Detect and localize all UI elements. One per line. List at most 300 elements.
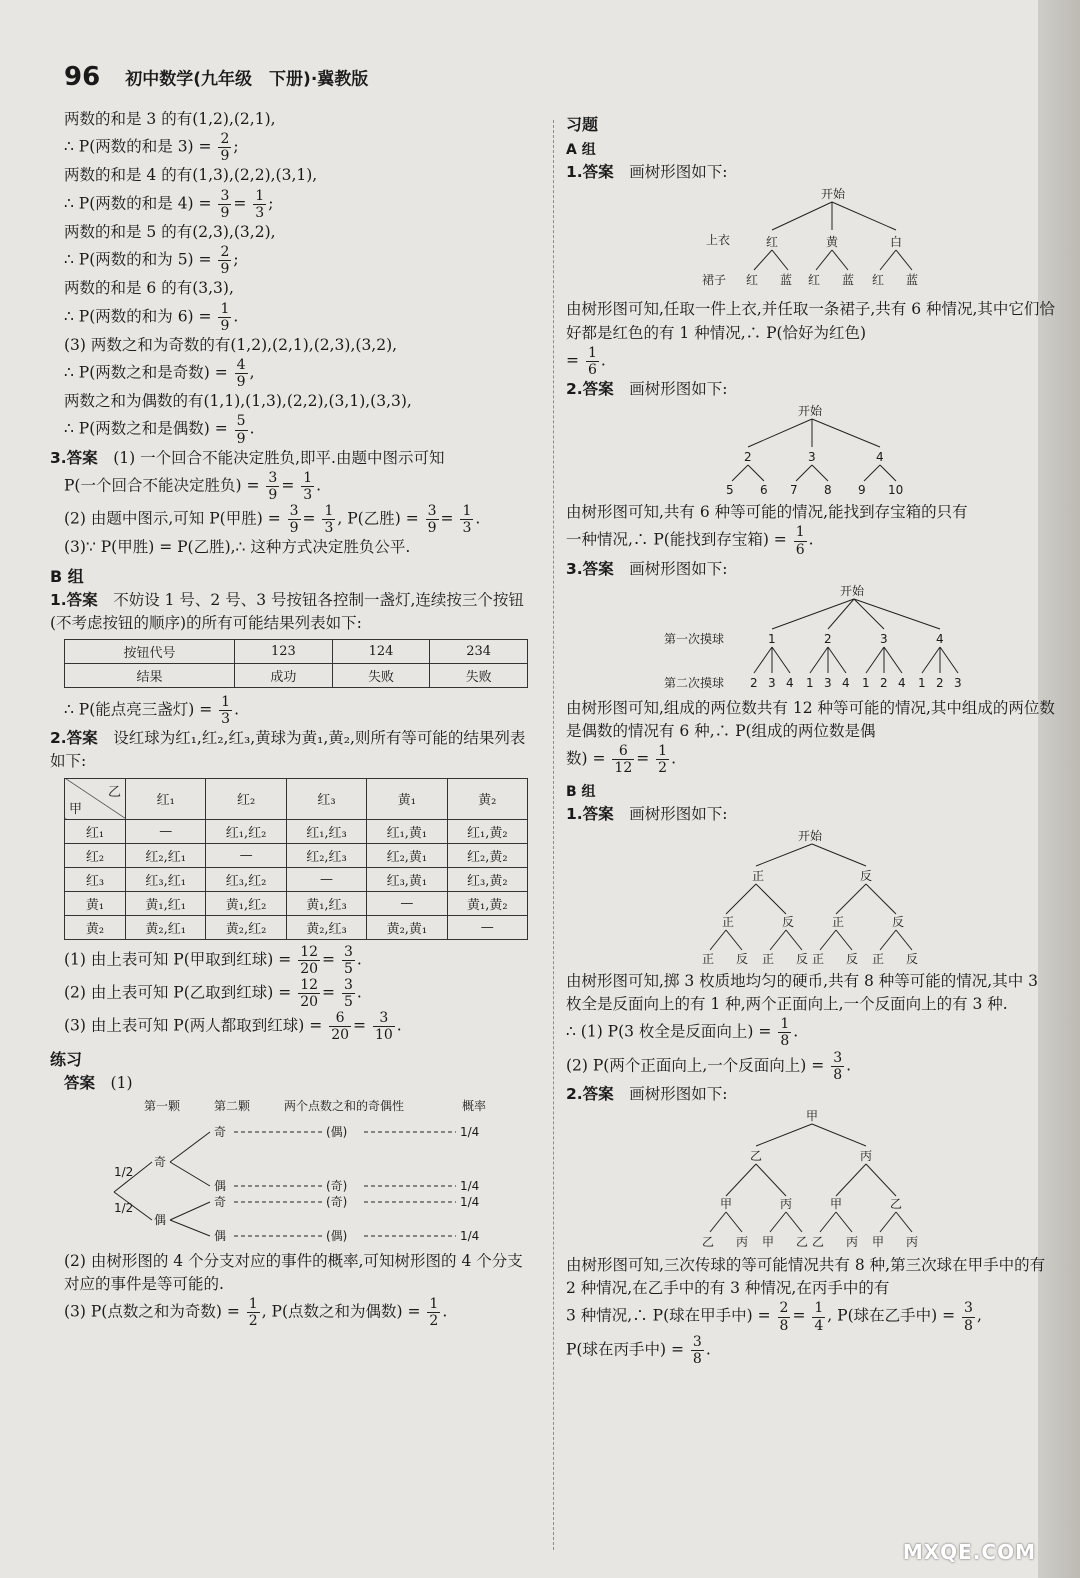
- fraction: [586, 345, 599, 378]
- tree-node: 2: [824, 631, 832, 646]
- numerator: 1: [587, 344, 597, 361]
- tree-root: 开始: [840, 583, 865, 598]
- fraction: [218, 131, 231, 164]
- tree-leaf: 反: [796, 951, 809, 966]
- tree-root: 开始: [821, 187, 846, 202]
- text: ∴ P(两数之和是偶数) =: [64, 420, 228, 439]
- table-cell: 红₂,黄₁: [367, 843, 447, 867]
- text: 不妨设 1 号、2 号、3 号按钮各控制一盏灯,连续按三个按钮(不考虑按钮的顺序)的所有可能结果列表如下:: [50, 590, 524, 632]
- denominator: 2: [429, 1313, 439, 1330]
- numerator: 1: [795, 524, 805, 541]
- numerator: 1: [658, 743, 668, 760]
- denominator: 3: [221, 711, 231, 728]
- leaf-prob: 1/4: [460, 1124, 480, 1139]
- branch-line: [772, 250, 788, 270]
- text-line: (3) 两数之和为奇数的有(1,2),(2,1),(2,3),(3,2),: [64, 335, 398, 354]
- denominator: 9: [220, 204, 230, 221]
- probability-line: ∴ P(两数之和是偶数) = $\frac{5}{9}$ .: [64, 413, 255, 447]
- table-cell: —: [206, 843, 286, 867]
- numerator: 6: [612, 743, 634, 760]
- answer-label: 2.答案: [50, 729, 98, 748]
- denominator: 9: [220, 317, 230, 334]
- fraction: [612, 743, 634, 776]
- leaf-even: 偶: [214, 1178, 227, 1193]
- numerator: 3: [343, 943, 353, 960]
- row-label: 第一次摸球: [664, 631, 725, 646]
- text: ∴ P(两数的和是 3) =: [64, 137, 212, 156]
- probability-line: ∴ P(两数的和是 4) = $\frac{3}{9}$ = $\frac{1}{3}$ ;: [64, 187, 274, 221]
- branch-line: [864, 465, 880, 481]
- text-line: 两数之和为偶数的有(1,1),(1,3),(2,2),(3,1),(3,3),: [64, 392, 412, 411]
- denominator: 8: [833, 1066, 843, 1083]
- denominator: 20: [300, 960, 319, 977]
- probability-line: (3) P(点数之和为奇数) = $\frac{1}{2}$ , P(点数之和为偶数) = $\frac{1}{2}$ .: [64, 1296, 448, 1330]
- question-rb1: [566, 803, 1056, 826]
- buttons-table: [64, 639, 528, 688]
- branch-line: [756, 1164, 786, 1196]
- tree-header-prob: 概率: [462, 1098, 487, 1113]
- tree-leaf: 4: [786, 675, 794, 690]
- branch-line: [880, 1212, 896, 1232]
- branch-line: [854, 599, 940, 629]
- table-cell: 黄₂: [65, 915, 126, 939]
- denominator: 20: [331, 1027, 350, 1044]
- clothes-tree-diagram: [566, 184, 1056, 294]
- tree-node: 乙: [750, 1148, 763, 1163]
- branch-line: [896, 250, 912, 270]
- answer-label: 答案: [64, 1074, 96, 1093]
- answer-label: 2.答案: [566, 1084, 614, 1103]
- branch-line: [756, 844, 812, 866]
- fraction: [235, 357, 248, 390]
- numerator: 1: [303, 469, 313, 486]
- probability-line: (2) 由题中图示,可知 P(甲胜) = $\frac{3}{9}$ = $\frac{1}{3}$ , P(乙胜) = $\frac{3}{9}$ = $\frac{1}{3}$ .: [64, 503, 481, 537]
- numerator: 3: [833, 1049, 843, 1066]
- branch-line: [866, 884, 896, 914]
- tree-leaf: 1: [862, 675, 870, 690]
- tree-leaf: 8: [824, 483, 832, 498]
- table-cell: 红₁,黄₁: [367, 819, 447, 843]
- denominator: 9: [220, 148, 230, 165]
- text-line: 两数的和是 3 的有(1,2),(2,1),: [64, 110, 276, 128]
- fraction: [288, 503, 301, 536]
- table-cell: —: [367, 891, 447, 915]
- page-header: [64, 62, 368, 92]
- text-line: 由树形图可知,三次传球的等可能情况共有 8 种,第三次球在甲手中的有 2 种情况,在乙手中的有 3 种情况,在丙手中的有: [566, 1255, 1046, 1298]
- table-cell: 红₃,红₁: [126, 867, 206, 891]
- numerator: 4: [236, 357, 246, 373]
- tree-node: 正: [722, 914, 735, 929]
- text-line: 由树形图可知,组成的两位数共有 12 种等可能的情况,其中组成的两位数是偶数的情况有 6 种,∴ P(组成的两位数是偶: [566, 698, 1055, 741]
- text: P(一个回合不能决定胜负) =: [64, 476, 260, 495]
- parity-result: (奇): [326, 1194, 348, 1209]
- tree-leaf: 正: [812, 951, 825, 966]
- tree-root: 开始: [798, 404, 823, 419]
- branch-line: [866, 1164, 896, 1196]
- dice-tree-diagram: [64, 1096, 534, 1246]
- branch-line: [796, 465, 812, 481]
- branch-line: [170, 1202, 210, 1220]
- fraction: [253, 188, 266, 221]
- branch-prob: 1/2: [114, 1200, 134, 1215]
- fraction: [235, 413, 248, 446]
- text-line: 两数的和是 5 的有(2,3),(3,2),: [64, 222, 276, 241]
- numerator: 1: [780, 1016, 790, 1033]
- table-cell: 124: [332, 640, 430, 664]
- leaf-odd: 奇: [214, 1194, 227, 1209]
- fraction: [962, 1300, 975, 1333]
- text: (3) 由上表可知 P(两人都取到红球) =: [64, 1016, 323, 1035]
- tree-leaf: 乙: [812, 1234, 825, 1249]
- tree-node: 黄: [826, 235, 839, 250]
- group-heading: B 组: [50, 566, 84, 586]
- denominator: 10: [374, 1027, 393, 1044]
- numerator: 2: [220, 244, 230, 261]
- text: 画树形图如下:: [629, 379, 728, 398]
- branch-line: [710, 1212, 726, 1232]
- text-line: 由树形图可知,任取一件上衣,并任取一条裙子,共有 6 种情况,其中它们恰好都是红色的有 1 种情况,∴ P(恰好为红色): [566, 300, 1055, 342]
- tree-leaf: 7: [790, 483, 798, 498]
- table-cell: 123: [235, 640, 333, 664]
- text: , P(球在乙手中) =: [827, 1307, 956, 1326]
- branch-line: [820, 930, 836, 950]
- tree-node: 3: [880, 631, 888, 646]
- numerator: 3: [289, 503, 299, 520]
- branch-line: [812, 419, 880, 447]
- row-label: 第二次摸球: [664, 675, 725, 690]
- fraction: [778, 1016, 791, 1049]
- table-row: [65, 843, 528, 867]
- denominator: 3: [324, 520, 334, 537]
- branch-line: [772, 647, 790, 673]
- table-cell: 红₃: [286, 778, 366, 819]
- answer-label: 3.答案: [566, 559, 614, 578]
- table-cell: 红₂: [65, 843, 126, 867]
- branch-line: [726, 1164, 756, 1196]
- tree-leaf: 正: [762, 951, 775, 966]
- fraction: [427, 1296, 440, 1329]
- table-cell: 红₃: [65, 867, 126, 891]
- fraction: [218, 301, 231, 334]
- text: 设红球为红₁,红₂,红₃,黄球为黄₁,黄₂,则所有等可能的结果列表如下:: [50, 729, 526, 771]
- tree-leaf: 蓝: [780, 273, 793, 288]
- leaf-prob: 1/4: [460, 1194, 480, 1209]
- probability-line: (2) P(两个正面向上,一个反面向上) = $\frac{3}{8}$ .: [566, 1049, 852, 1083]
- tree-leaf: 2: [750, 675, 758, 690]
- text: 一种情况,∴ P(能找到存宝箱) =: [566, 531, 787, 550]
- tree-leaf: 蓝: [842, 273, 855, 288]
- probability-line: (2) 由上表可知 P(乙取到红球) = $\frac{12}{20}$ = $\frac{3}{5}$ .: [64, 976, 362, 1010]
- branch-line: [726, 930, 742, 950]
- fraction: [373, 1010, 395, 1043]
- column-divider: [553, 120, 554, 1550]
- coin-tree-diagram: [566, 826, 1056, 966]
- probability-line: (3) 由上表可知 P(两人都取到红球) = $\frac{6}{20}$ = $\frac{3}{10}$ .: [64, 1010, 402, 1044]
- parity-result: (偶): [326, 1228, 348, 1243]
- denominator: 8: [779, 1317, 789, 1334]
- numerator: 3: [427, 503, 437, 520]
- numerator: 12: [300, 976, 319, 993]
- tree-leaf: 反: [846, 951, 859, 966]
- denominator: 2: [658, 760, 668, 777]
- table-cell: 红₃,红₂: [206, 867, 286, 891]
- tree-node: 反: [782, 914, 795, 929]
- branch-line: [836, 930, 852, 950]
- row-label: 裙子: [702, 273, 727, 288]
- text: ∴ P(两数的和为 6) =: [64, 307, 212, 326]
- probability-line: P(球在丙手中) = $\frac{3}{8}$ .: [566, 1333, 711, 1367]
- probability-line: ∴ P(两数之和是奇数) = $\frac{4}{9}$ ,: [64, 357, 255, 391]
- watermark-logo: MXQE.COM: [902, 1540, 1036, 1564]
- numerator: 1: [255, 187, 265, 204]
- tree-leaf: 6: [760, 483, 768, 498]
- tree-leaf: 甲: [872, 1234, 885, 1249]
- left-column: [50, 108, 534, 1330]
- text: 数) =: [566, 749, 606, 768]
- branch-line: [884, 647, 902, 673]
- probability-line: P(一个回合不能决定胜负) = $\frac{3}{9}$ = $\frac{1}{3}$ .: [64, 469, 322, 503]
- fraction: [298, 977, 320, 1010]
- fraction: [329, 1010, 351, 1043]
- question-3: [50, 447, 534, 470]
- group-heading: B 组: [566, 783, 596, 800]
- table-cell: 红₃,黄₁: [367, 867, 447, 891]
- branch-line: [812, 465, 828, 481]
- numerator: 2: [779, 1300, 789, 1317]
- denominator: 20: [300, 993, 319, 1010]
- tree-leaf: 3: [954, 675, 962, 690]
- table-row: [65, 867, 528, 891]
- answer-label: 2.答案: [566, 379, 614, 398]
- practice-answer: [64, 1072, 534, 1095]
- question-a2: [566, 378, 1056, 401]
- text: (2) 由题中图示,可知 P(甲胜) =: [64, 509, 281, 528]
- denominator: 8: [964, 1317, 973, 1334]
- table-cell: 红₂,红₃: [286, 843, 366, 867]
- tree-leaf: 红: [872, 273, 885, 288]
- branch-line: [786, 1212, 802, 1232]
- table-cell: 按钮代号: [65, 640, 235, 664]
- branch-line: [170, 1132, 210, 1162]
- denominator: 9: [236, 430, 246, 447]
- fraction: [831, 1050, 844, 1083]
- page-number: 96: [64, 62, 101, 92]
- table-cell: 失败: [430, 664, 528, 688]
- text: , P(乙胜) =: [337, 509, 419, 528]
- tree-leaf: 1: [918, 675, 926, 690]
- tree-header-parity: 两个点数之和的奇偶性: [284, 1098, 405, 1113]
- tree-leaf: 红: [746, 273, 759, 288]
- answer-label: 3.答案: [50, 448, 98, 467]
- tree-root: 开始: [798, 828, 823, 843]
- denominator: 12: [614, 760, 633, 777]
- tree-node: 丙: [780, 1196, 793, 1211]
- denominator: 9: [236, 374, 246, 391]
- table-cell: 黄₂,红₃: [286, 915, 366, 939]
- text-line: (3)∵ P(甲胜) = P(乙胜),∴ 这种方式决定胜负公平.: [64, 538, 411, 557]
- tree-leaf: 9: [858, 483, 866, 498]
- tree-node: 反: [892, 914, 905, 929]
- leaf-odd: 奇: [214, 1124, 227, 1139]
- parity-result: (偶): [326, 1124, 348, 1139]
- text: 画树形图如下:: [629, 163, 728, 181]
- numerator: 1: [429, 1296, 439, 1312]
- answer-label: 1.答案: [50, 590, 98, 609]
- table-cell: —: [286, 867, 366, 891]
- probability-line: 数) = $\frac{6}{12}$ = $\frac{1}{2}$ .: [566, 743, 677, 777]
- branch-line: [748, 419, 812, 447]
- text-line: 由树形图可知,共有 6 种等可能的情况,能找到存宝箱的只有: [566, 503, 968, 522]
- branch-line: [836, 884, 866, 914]
- tree-leaf: 3: [768, 675, 776, 690]
- ball-pass-tree-diagram: [566, 1106, 1056, 1250]
- branch-line: [896, 1212, 912, 1232]
- branch-line: [726, 1212, 742, 1232]
- table-cell: 红₁,红₂: [206, 819, 286, 843]
- denominator: 6: [795, 541, 805, 558]
- branch-line: [836, 1212, 852, 1232]
- text: ∴ P(两数之和是奇数) =: [64, 363, 228, 382]
- branch-line: [812, 844, 866, 866]
- branch-line: [940, 647, 958, 673]
- tree-node: 2: [744, 450, 752, 465]
- table-cell: 黄₂,黄₁: [367, 915, 447, 939]
- text-line: 两数的和是 6 的有(3,3),: [64, 279, 234, 298]
- branch-line: [756, 1124, 812, 1146]
- denominator: 6: [587, 361, 597, 378]
- fraction: [426, 503, 439, 536]
- fraction: [691, 1334, 704, 1367]
- tree-node: 白: [890, 235, 903, 250]
- fraction: [298, 944, 320, 977]
- practice-heading: 练习: [50, 1050, 83, 1070]
- tree-node: 红: [766, 235, 779, 250]
- tree-leaf: 4: [898, 675, 906, 690]
- numerator: 1: [248, 1296, 258, 1312]
- fraction: [266, 470, 279, 503]
- tree-leaf: 红: [808, 273, 821, 288]
- question-b2: [50, 727, 534, 774]
- branch-prob: 1/2: [114, 1164, 134, 1179]
- text-line: 由树形图可知,掷 3 枚质地均匀的硬币,共有 8 种等可能的情况,其中 3 枚全是反面向上的有 1 种,两个正面向上,一个反面向上的有 3 种.: [566, 971, 1039, 1014]
- text: ∴ P(能点亮三盏灯) =: [64, 700, 213, 719]
- branch-line: [880, 250, 896, 270]
- question-a3: [566, 558, 1056, 581]
- text: ∴ (1) P(3 枚全是反面向上) =: [566, 1022, 772, 1041]
- text: P(球在丙手中) =: [566, 1340, 684, 1359]
- table-cell: 结果: [65, 664, 235, 688]
- tree-header-second: 第二颗: [214, 1098, 251, 1113]
- table-row: [65, 891, 528, 915]
- numerator: 12: [300, 943, 319, 960]
- branch-line: [756, 884, 786, 914]
- branch-line: [866, 647, 884, 673]
- probability-line: ∴ P(两数的和为 5) = $\frac{2}{9}$ ;: [64, 244, 239, 278]
- branch-line: [832, 202, 896, 230]
- tree-leaf: 2: [880, 675, 888, 690]
- probability-line: ∴ P(两数的和为 6) = $\frac{1}{9}$ .: [64, 300, 239, 334]
- tree-leaf: 丙: [906, 1234, 919, 1249]
- tree-header-first: 第一颗: [144, 1098, 181, 1113]
- branch-line: [770, 1212, 786, 1232]
- tree-leaf: 10: [888, 483, 904, 498]
- branch-line: [710, 930, 726, 950]
- branch-line: [748, 465, 764, 481]
- tree-leaf: 丙: [736, 1234, 749, 1249]
- numerator: 3: [692, 1333, 702, 1350]
- text-line: 两数的和是 4 的有(1,3),(2,2),(3,1),: [64, 166, 318, 185]
- tree-leaf: 3: [824, 675, 832, 690]
- branch-line: [816, 250, 832, 270]
- answer-label: 1.答案: [566, 163, 614, 181]
- tree-node: 丙: [860, 1148, 873, 1163]
- corner-bottom: 甲: [69, 801, 83, 817]
- question-a1: [566, 161, 1056, 184]
- numerator: 3: [964, 1300, 973, 1317]
- tree-leaf: 2: [936, 675, 944, 690]
- branch-line: [772, 599, 854, 629]
- answer-label: 1.答案: [566, 804, 614, 823]
- row-label: 上衣: [706, 233, 731, 248]
- tree-node: 3: [808, 450, 816, 465]
- section-title: 习题: [566, 115, 599, 134]
- denominator: 5: [343, 960, 353, 977]
- table-cell: 红₂: [206, 778, 286, 819]
- numerator: 1: [221, 694, 231, 710]
- branch-line: [896, 930, 912, 950]
- fraction: [219, 694, 232, 727]
- table-row: [65, 819, 528, 843]
- denominator: 2: [248, 1313, 258, 1330]
- table-row: [65, 664, 528, 688]
- denominator: 4: [814, 1317, 824, 1334]
- branch-line: [770, 930, 786, 950]
- table-cell: 红₁,红₃: [286, 819, 366, 843]
- fraction: [218, 188, 231, 221]
- denominator: 9: [289, 520, 299, 537]
- text: 3 种情况,∴ P(球在甲手中) =: [566, 1307, 771, 1326]
- tree-node: 反: [860, 868, 873, 883]
- denominator: 9: [220, 261, 230, 278]
- tree-leaf: 蓝: [906, 273, 919, 288]
- fraction: [656, 743, 669, 776]
- table-header-row: [65, 778, 528, 819]
- branch-line: [836, 1164, 866, 1196]
- text: , P(点数之和为偶数) =: [261, 1302, 421, 1321]
- numerator: 2: [220, 131, 230, 148]
- table-cell: 黄₁,红₁: [126, 891, 206, 915]
- table-cell: 红₂,黄₂: [447, 843, 527, 867]
- numerator: 3: [343, 976, 353, 993]
- text-line: (2) 由树形图的 4 个分支对应的事件的概率,可知树形图的 4 个分支对应的事件是等可能的.: [64, 1251, 523, 1293]
- table-cell: 红₁: [126, 778, 206, 819]
- denominator: 3: [462, 520, 472, 537]
- numerator: 1: [814, 1300, 824, 1317]
- question-rb2: [566, 1083, 1056, 1106]
- denominator: 8: [780, 1033, 790, 1050]
- denominator: 5: [343, 993, 353, 1010]
- tree-root: 甲: [806, 1108, 819, 1123]
- table-cell: 黄₁,红₂: [206, 891, 286, 915]
- balls-table: [64, 778, 528, 940]
- ball-draw-tree-diagram: [566, 581, 1056, 693]
- branch-line: [810, 647, 828, 673]
- table-cell: 黄₁: [367, 778, 447, 819]
- table-cell: 黄₁,红₃: [286, 891, 366, 915]
- probability-line: ∴ P(能点亮三盏灯) = $\frac{1}{3}$ .: [64, 694, 240, 728]
- branch-line: [772, 202, 832, 230]
- tree-node: 乙: [890, 1196, 903, 1211]
